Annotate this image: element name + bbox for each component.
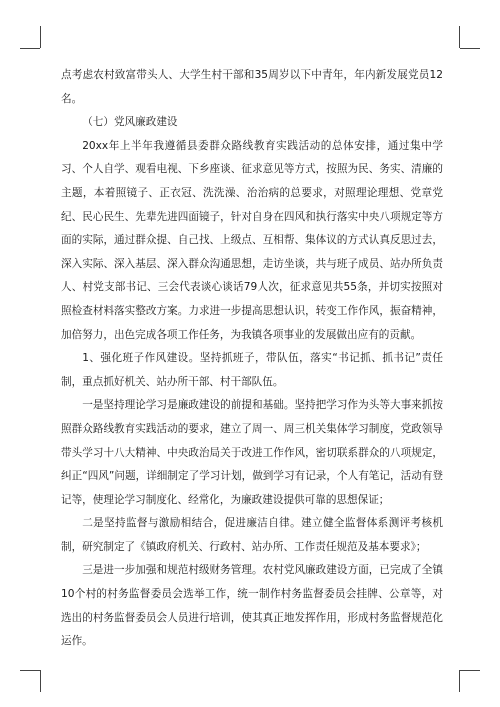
paragraph: 20xx年上半年我遵循县委群众路线教育实践活动的总体安排，通过集中学习、个人自学、观看电视、下乡座谈、征求意见等方式，按照为民、务实、清廉的主题，本着照镜子、正衣冠、洗洗澡、治治病的总要求，对照理论理想、党章党纪、民心民生、先辈先进四面镜子，针对自身在四风和执行落实中央八项规定等方面的实际，通过群众提、自己找、上级点、互相帮、集体议的方式认真反思过去，深入实际、深入基层、深入群众沟通思想，走访坐谈，共与班子成员、站办所负责人、村党支部书记、三会代表谈心谈话79人次，征求意见共55条，并切实按照对照检查材料落实整改方案。力求进一步提高思想认识，转变工作作风，振奋精神，加倍努力，出色完成各项工作任务，为我镇各项事业的发展做出应有的贡献。 <box>61 139 443 341</box>
crop-mark-top-right <box>459 26 460 48</box>
paragraph: 一是坚持理论学习是廉政建设的前提和基础。坚持把学习作为头等大事来抓按照群众路线教育实践活动的要求，建立了周一、周三机关集体学习制度，党政领导带头学习十八大精神、中央政治局关于改进工作作风，密切联系群众的八项规定，纠正“四风”问题，详细制定了学习计划，做到学习有记录，个人有笔记，活动有登记等，使理论学习制度化、经常化，为廉政建设提供可靠的思想保证； <box>61 399 443 506</box>
crop-mark-bottom-right <box>459 670 460 692</box>
document-body <box>61 64 443 654</box>
paragraph-continuation: 点考虑农村致富带头人、大学生村干部和35周岁以下中青年，年内新发展党员12名。 <box>61 69 443 105</box>
crop-mark-top-right <box>460 48 480 49</box>
paragraph: 1、强化班子作风建设。坚持抓班子，带队伍，落实“书记抓、抓书记”责任制，重点抓好机关、站办所干部、村干部队伍。 <box>61 352 443 388</box>
crop-mark-bottom-left <box>40 670 41 692</box>
crop-mark-top-left <box>20 48 40 49</box>
crop-mark-top-left <box>40 26 41 48</box>
section-heading: （七）党风廉政建设 <box>82 116 178 129</box>
crop-mark-bottom-left <box>20 670 40 671</box>
crop-mark-bottom-right <box>460 670 480 671</box>
paragraph: 二是坚持监督与激励相结合，促进廉洁自律。建立健全监督体系测评考核机制，研究制定了《镇政府机关、行政村、站办所、工作责任规范及基本要求》； <box>61 517 443 553</box>
paragraph: 三是进一步加强和规范村级财务管理。农村党风廉政建设方面，已完成了全镇10个村的村务监督委员会选举工作，统一制作村务监督委员会挂牌、公章等，对选出的村务监督委员会人员进行培训，使其真正地发挥作用，形成村务监督规范化运作。 <box>61 564 443 648</box>
